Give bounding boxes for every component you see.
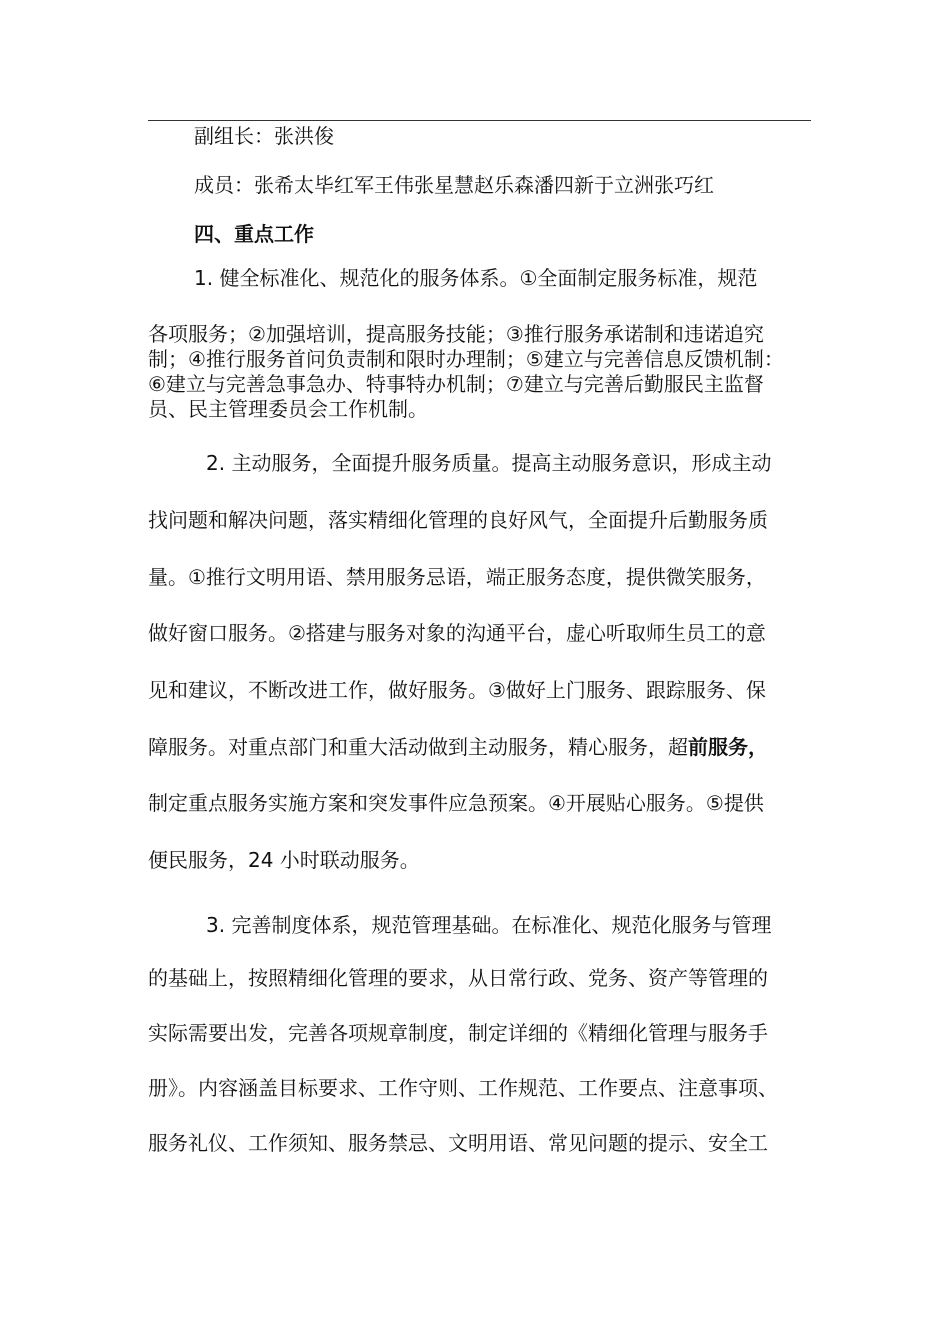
item2-line: 便民服务，24 小时联动服务。 xyxy=(148,848,420,872)
section-heading: 四、重点工作 xyxy=(194,222,314,246)
item1-line: 1. 健全标准化、规范化的服务体系。①全面制定服务标准，规范 xyxy=(194,266,758,290)
item2-line-text: 障服务。对重点部门和重大活动做到主动服务，精心服务，超 xyxy=(148,735,688,759)
item3-line: 服务礼仪、工作须知、服务禁忌、文明用语、常见问题的提示、安全工 xyxy=(148,1131,768,1155)
item1-line: 员、民主管理委员会工作机制。 xyxy=(148,397,428,421)
item2-line: 量。①推行文明用语、禁用服务忌语，端正服务态度，提供微笑服务， xyxy=(148,565,766,589)
header-rule xyxy=(148,120,811,121)
item3-line: 3. 完善制度体系，规范管理基础。在标准化、规范化服务与管理 xyxy=(206,913,772,937)
item1-line: 各项服务；②加强培训，提高服务技能；③推行服务承诺制和违诺追究 xyxy=(148,322,764,346)
item2-line: 2. 主动服务，全面提升服务质量。提高主动服务意识，形成主动 xyxy=(206,451,772,475)
item3-line: 的基础上，按照精细化管理的要求，从日常行政、党务、资产等管理的 xyxy=(148,966,768,990)
item2-line: 制定重点服务实施方案和突发事件应急预案。④开展贴心服务。⑤提供 xyxy=(148,791,764,815)
item3-line: 实际需要出发，完善各项规章制度，制定详细的《精细化管理与服务手 xyxy=(148,1021,768,1045)
members-line: 成员：张希太毕红军王伟张星慧赵乐森潘四新于立洲张巧红 xyxy=(194,173,714,197)
item1-line: 制；④推行服务首问负责制和限时办理制；⑤建立与完善信息反馈机制： xyxy=(148,347,784,371)
item2-line: 做好窗口服务。②搭建与服务对象的沟通平台，虚心听取师生员工的意 xyxy=(148,621,766,645)
item3-line: 册》。内容涵盖目标要求、工作守则、工作规范、工作要点、注意事项、 xyxy=(148,1076,778,1100)
item1-line: ⑥建立与完善急事急办、特事特办机制；⑦建立与完善后勤服民主监督 xyxy=(148,372,764,396)
vice-leader-line: 副组长：张洪俊 xyxy=(194,124,334,148)
item2-line-mixed xyxy=(148,735,768,759)
item2-line: 见和建议，不断改进工作，做好服务。③做好上门服务、跟踪服务、保 xyxy=(148,678,766,702)
item2-line-bold-text: 前服务， xyxy=(688,735,768,759)
item2-line: 找问题和解决问题，落实精细化管理的良好风气，全面提升后勤服务质 xyxy=(148,508,768,532)
